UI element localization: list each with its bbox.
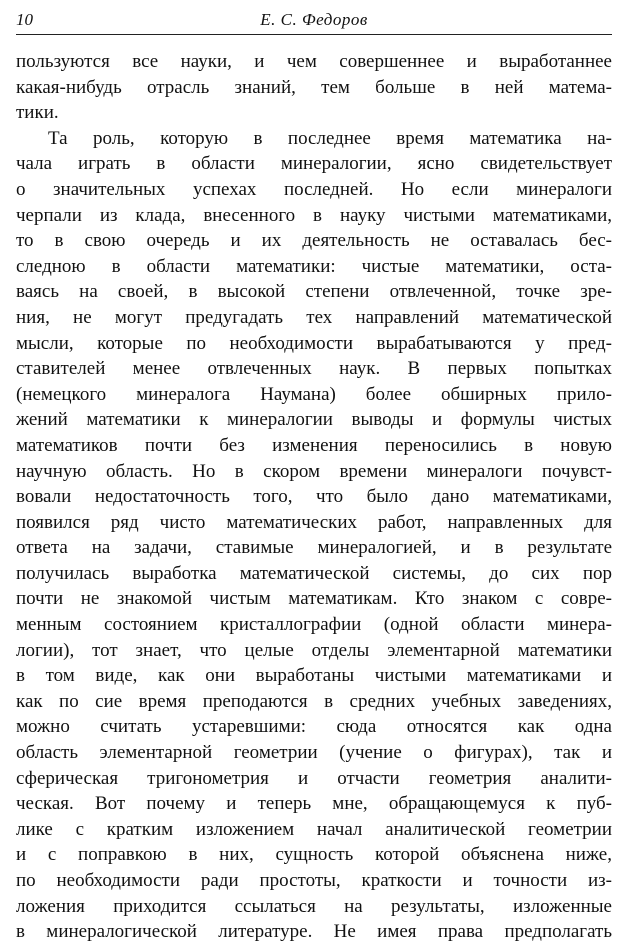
text-line: по необходимости ради простоты, краткости и точности из- <box>16 870 612 891</box>
text-line: менным состоянием кристаллографии (одной области минера- <box>16 614 612 636</box>
text-line: и с поправкою в них, сущность которой объяснена ниже, <box>16 844 612 866</box>
text-line: какая-нибудь отрасль знаний, тем больше в ней матема- <box>16 76 612 98</box>
text-line: логии), тот знает, что целые отделы элементарной математики <box>16 639 612 661</box>
text-line: математиков почти без изменения переносились в новую <box>16 434 612 456</box>
text-line: ческая. Вот почему и теперь мне, обращающемуся к пуб- <box>16 793 612 815</box>
text-line: (немецкого минералога Наумана) более обширных прило- <box>16 383 612 405</box>
text-line: жений математики к минералогии выводы и формулы чистых <box>16 409 612 431</box>
text-line: черпали из клада, внесенного в науку чистыми математиками, <box>16 204 612 226</box>
text-line: Та роль, которую в последнее время математика на- <box>48 127 612 149</box>
text-line: пользуются все науки, и чем совершеннее и выработаннее <box>16 51 612 72</box>
text-line: научную область. Но в скором времени минералоги почувст- <box>16 460 612 482</box>
page-header <box>16 6 612 34</box>
text-line: сферическая тригонометрия и отчасти геометрия аналити- <box>16 767 612 789</box>
running-title: Е. С. Федоров <box>260 10 368 29</box>
text-line: область элементарной геометрии (учение о фигурах), так и <box>16 742 612 764</box>
text-line: чала играть в области минералогии, ясно свидетельствует <box>16 153 612 175</box>
text-line: появился ряд чисто математических работ, направленных для <box>16 511 612 533</box>
text-line: лике с кратким изложением начал аналитической геометрии <box>16 818 612 840</box>
text-line: ложения приходится ссылаться на результаты, изложенные <box>16 895 612 917</box>
text-line: ставителей менее отвлеченных наук. В первых попытках <box>16 358 612 380</box>
text-line: в том виде, как они выработаны чистыми математиками и <box>16 665 612 687</box>
text-line: ваясь на своей, в высокой степени отвлеченной, точке зре- <box>16 281 612 303</box>
text-line: можно считать устаревшими: сюда относятся как одна <box>16 716 612 738</box>
page-number: 10 <box>16 10 33 29</box>
header-rule <box>16 34 612 35</box>
text-line: вовали недостаточность того, что было дано математиками, <box>16 486 612 508</box>
text-line: как по сие время преподаются в средних учебных заведениях, <box>16 690 612 712</box>
text-line: тики. <box>16 102 59 124</box>
text-line: мысли, которые по необходимости вырабатываются у пред- <box>16 332 612 354</box>
body-text <box>16 49 612 945</box>
text-line: следною в области математики: чистые математики, оста- <box>16 255 612 277</box>
text-line: получилась выработка математической системы, до сих пор <box>16 562 612 584</box>
text-line: почти не знакомой чистым математикам. Кто знаком с совре- <box>16 588 612 610</box>
text-line: ответа на задачи, ставимые минералогией, и в результате <box>16 537 612 559</box>
text-line: ния, не могут предугадать тех направлений математической <box>16 306 612 328</box>
text-line: то в свою очередь и их деятельность не оставалась бес- <box>16 230 612 252</box>
text-line: в минералогической литературе. Не имея права предполагать <box>16 921 612 943</box>
text-line: о значительных успехах последней. Но если минералоги <box>16 178 612 200</box>
